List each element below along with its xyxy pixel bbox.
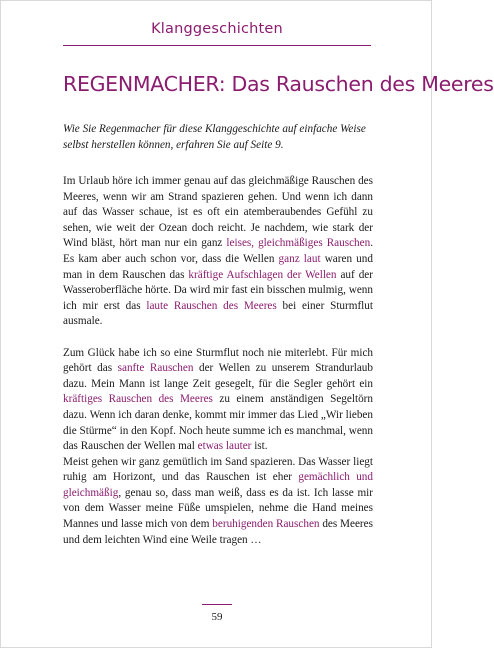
highlighted-phrase: etwas lauter bbox=[197, 440, 252, 453]
text-run: der Wellen zu unserem Strandurlaub dazu. Mein Mann ist lange Zeit gesegelt, für die Segler gehört ein bbox=[63, 362, 373, 390]
highlighted-phrase: ganz laut bbox=[278, 252, 321, 265]
highlighted-phrase: laute Rauschen des Meeres bbox=[146, 299, 277, 312]
story-body bbox=[63, 174, 373, 548]
highlighted-phrase: kräftiges Rauschen des Meeres bbox=[63, 393, 213, 406]
text-run: zu einem anständigen Segeltörn dazu. Wenn ich daran denke, kommt mir immer das Lied „Wir lieben die Stürme“ in den Kopf. Noch heute summe ich es manchmal, wenn das Rauschen der Wellen mal bbox=[63, 393, 373, 453]
text-run: Im Urlaub höre ich immer genau auf das gleichmäßige Rauschen des Meeres, wenn wir am Strand spazieren gehen. Und wenn ich dann auf das Wasser schaue, ist es oft ein atemberaubendes Gefühl zu sehen, wie weit der Ozean doch reicht. Je nachdem, wie stark der Wind bläst, hört man nur ein ganz bbox=[63, 175, 373, 250]
page-number: 59 bbox=[211, 611, 223, 623]
highlighted-phrase: kräftige Aufschlagen der Wellen bbox=[188, 268, 337, 281]
text-run: ist. bbox=[251, 440, 268, 453]
story-title: REGENMACHER: Das Rauschen des Meeres bbox=[63, 72, 494, 96]
text-run: . Es kam aber auch schon vor, dass die Wellen bbox=[63, 237, 373, 265]
text-run: Meist gehen wir ganz gemütlich im Sand spazieren. Das Wasser liegt ruhig am Horizont, und das Rauschen ist eher bbox=[63, 455, 373, 484]
text-run: auf der Wasseroberfläche hörte. Da wird mir fast ein bisschen mulmig, wenn ich mir erst das bbox=[63, 268, 373, 312]
paragraph-3 bbox=[63, 455, 373, 549]
text-run: Zum Glück habe ich so eine Sturmflut noch nie miterlebt. Für mich gehört das bbox=[63, 346, 373, 375]
text-run: bei einer Sturmflut ausmale. bbox=[63, 299, 373, 328]
paragraph-1 bbox=[63, 174, 373, 330]
footer-rule bbox=[202, 604, 232, 605]
highlighted-phrase: sanfte Rauschen bbox=[117, 362, 194, 375]
highlighted-phrase: leises, gleichmäßiges Rauschen bbox=[226, 237, 371, 250]
highlighted-phrase: beruhigenden Rauschen bbox=[212, 518, 320, 531]
running-header: Klanggeschichten bbox=[151, 21, 283, 37]
text-run: , genau so, dass man weiß, dass es da ist. Ich lasse mir von dem Wasser meine Füße umspielen, nehme die Hand meines Mannes und lasse mich von dem bbox=[63, 486, 373, 531]
highlighted-phrase: gemächlich und gleichmäßig bbox=[63, 471, 373, 499]
text-run: des Meeres und dem leichten Wind eine Weile tragen … bbox=[63, 518, 373, 546]
intro-note: Wie Sie Regenmacher für diese Klanggeschichte auf einfache Weise selbst herstellen können, erfahren Sie auf Seite 9. bbox=[63, 123, 366, 151]
text-run: waren und man in dem Rauschen das bbox=[63, 252, 373, 281]
paragraph-2 bbox=[63, 346, 373, 455]
header-rule bbox=[63, 45, 371, 46]
